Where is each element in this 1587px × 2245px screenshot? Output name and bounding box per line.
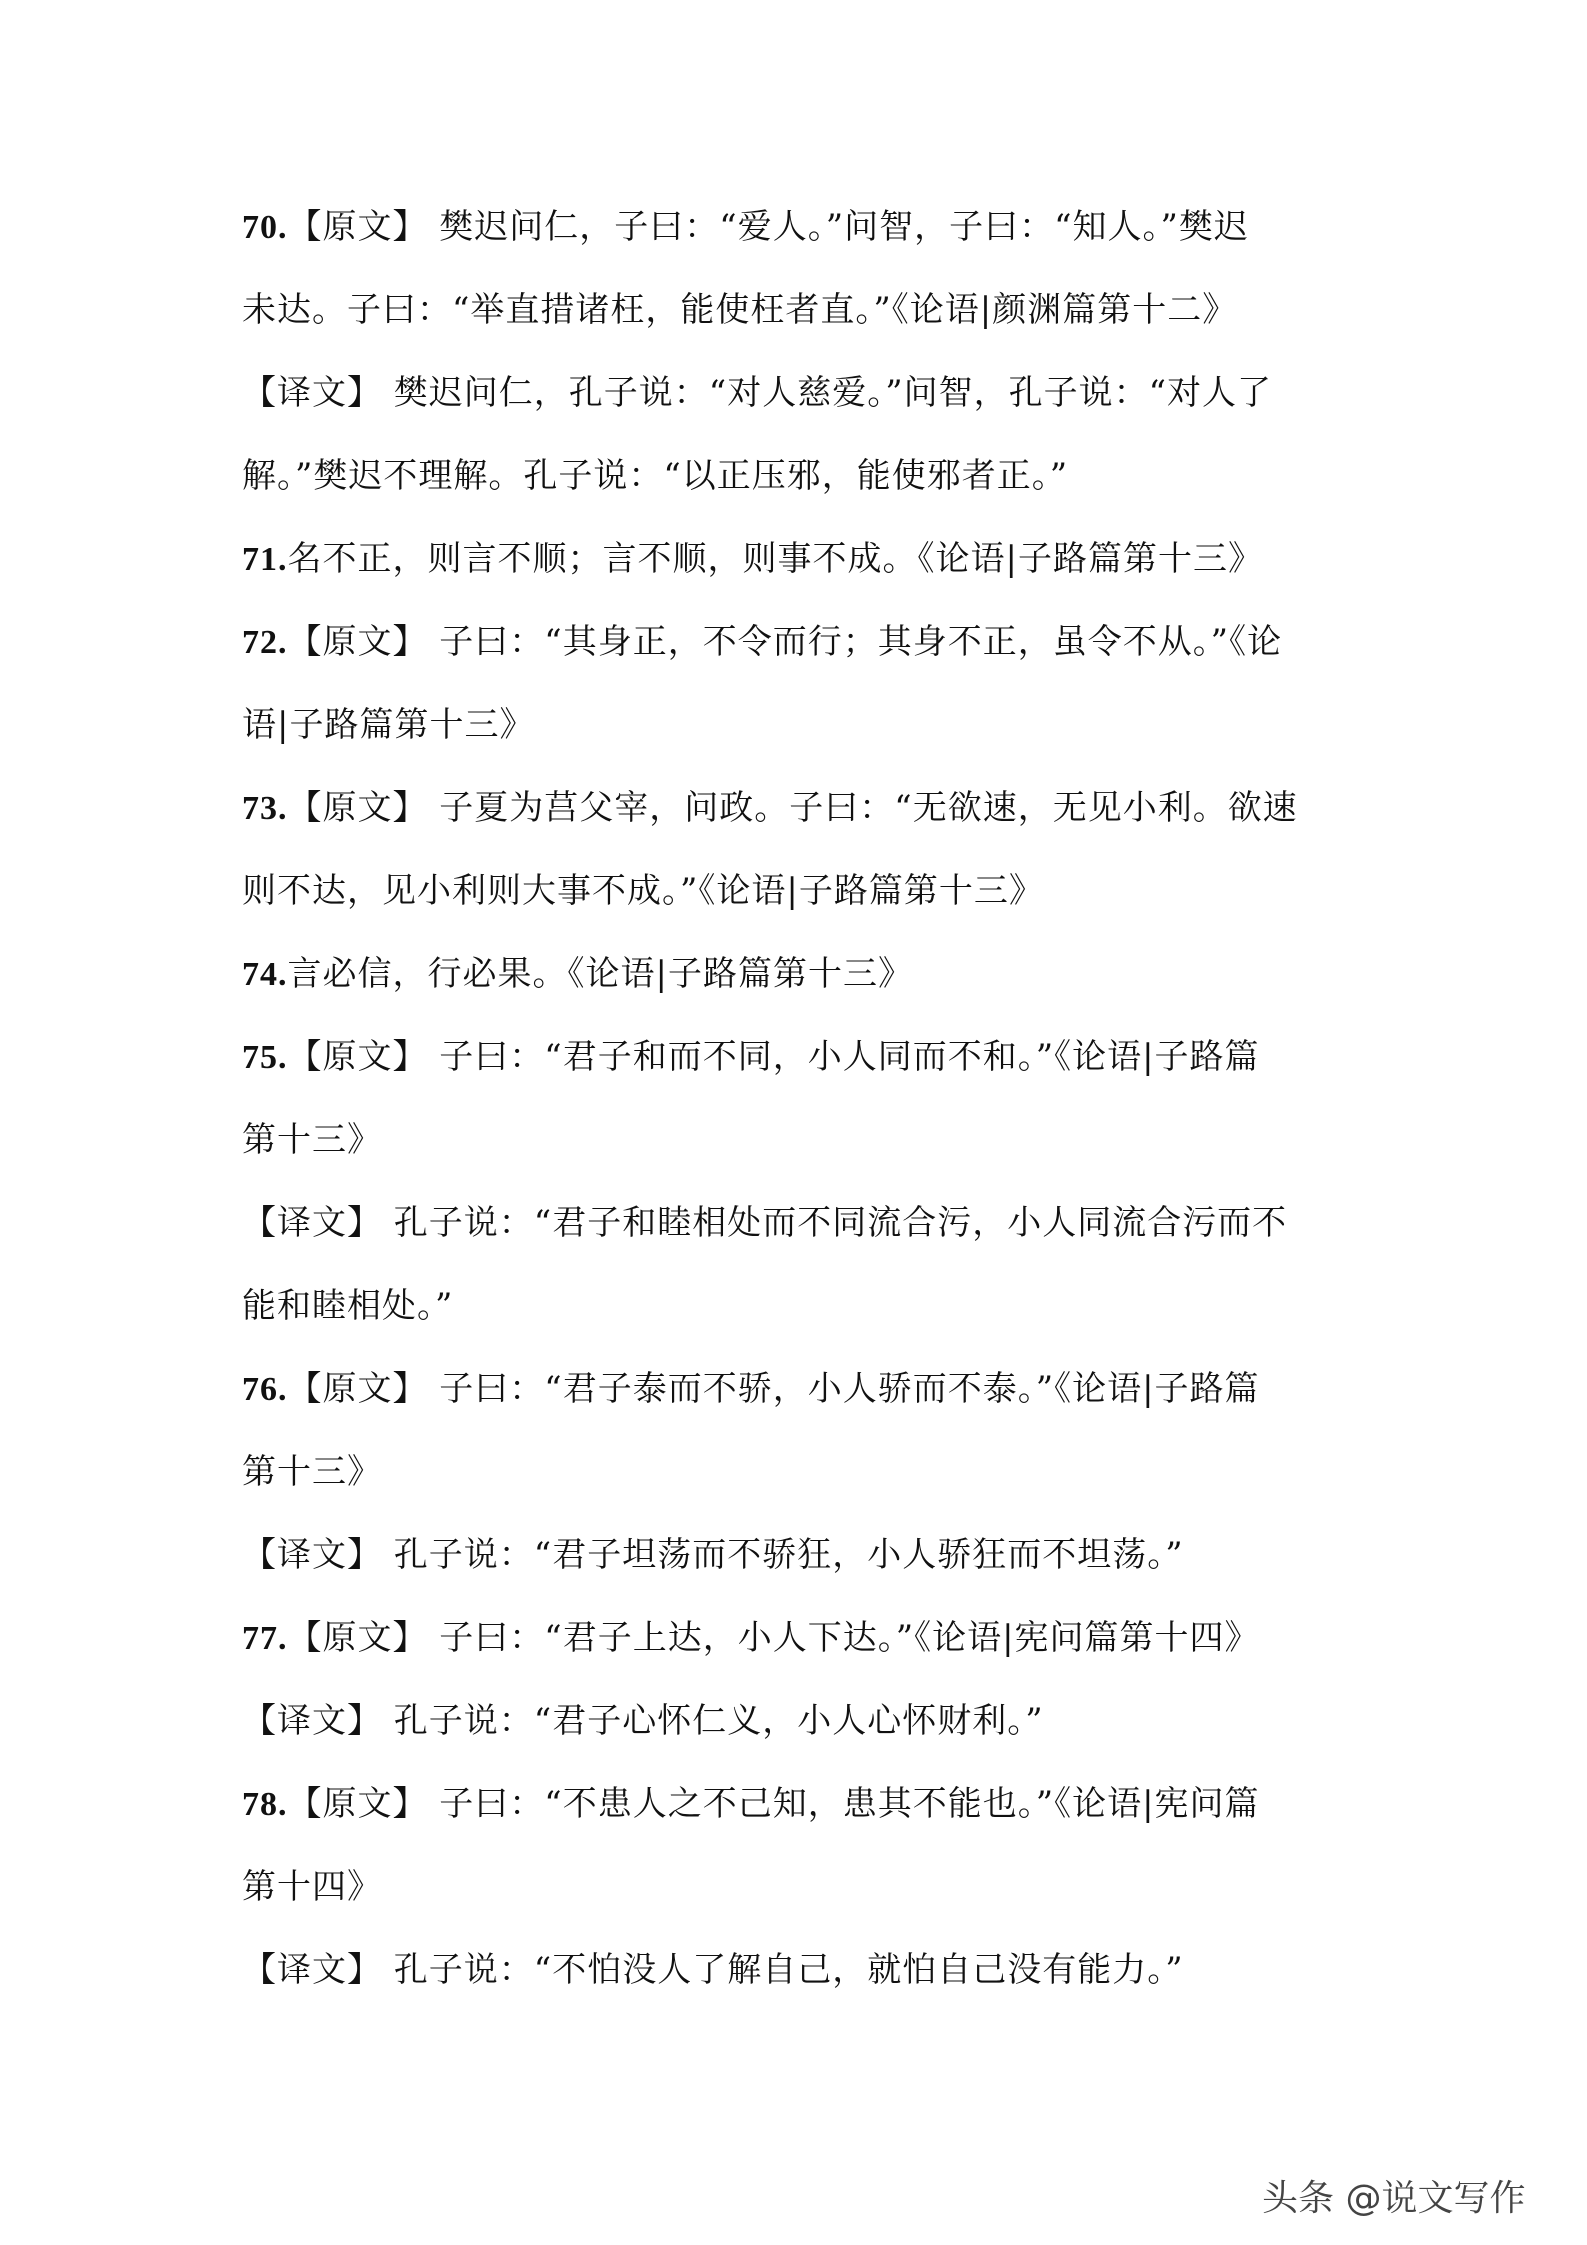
entry-number: 71. — [242, 541, 288, 578]
line-text: 言必信，行必果。《论语|子路篇第十三》 — [287, 954, 913, 994]
line-text: 【译文】 孔子说：“君子坦荡而不骄狂，小人骄狂而不坦荡。” — [242, 1535, 1184, 1575]
text-line — [242, 1453, 1362, 1536]
text-line — [242, 955, 1362, 1038]
text-line — [242, 789, 1362, 872]
entry-number: 72. — [242, 624, 288, 661]
entry-number: 75. — [242, 1039, 288, 1076]
line-text: 未达。子曰：“举直措诸枉，能使枉者直。”《论语|颜渊篇第十二》 — [242, 290, 1238, 330]
line-text: 【原文】 子曰：“君子上达，小人下达。”《论语|宪问篇第十四》 — [287, 1618, 1260, 1658]
text-line — [242, 1619, 1362, 1702]
line-text: 【译文】 孔子说：“不怕没人了解自己，就怕自己没有能力。” — [242, 1950, 1184, 1990]
line-text: 【原文】 子曰：“不患人之不己知，患其不能也。”《论语|宪问篇 — [287, 1784, 1260, 1824]
line-text: 【原文】 子曰：“君子泰而不骄，小人骄而不泰。”《论语|子路篇 — [287, 1369, 1260, 1409]
entry-number: 70. — [242, 209, 288, 246]
line-text: 【原文】 樊迟问仁，子曰：“爱人。”问智，子曰：“知人。”樊迟 — [287, 207, 1249, 247]
line-text: 解。”樊迟不理解。孔子说：“以正压邪，能使邪者正。” — [242, 456, 1069, 496]
line-text: 【译文】 樊迟问仁，孔子说：“对人慈爱。”问智，孔子说：“对人了 — [242, 373, 1272, 413]
text-line — [242, 1121, 1362, 1204]
entry-number: 76. — [242, 1371, 288, 1408]
text-line — [242, 208, 1362, 291]
document-body — [242, 208, 1362, 2034]
entry-number: 78. — [242, 1786, 288, 1823]
line-text: 则不达，见小利则大事不成。”《论语|子路篇第十三》 — [242, 871, 1044, 911]
text-line — [242, 1536, 1362, 1619]
line-text: 能和睦相处。” — [242, 1286, 454, 1326]
text-line — [242, 291, 1362, 374]
text-line — [242, 1038, 1362, 1121]
text-line — [242, 1370, 1362, 1453]
line-text: 【原文】 子曰：“君子和而不同，小人同而不和。”《论语|子路篇 — [287, 1037, 1260, 1077]
line-text: 【原文】 子夏为莒父宰，问政。子曰：“无欲速，无见小利。欲速 — [287, 788, 1298, 828]
text-line — [242, 872, 1362, 955]
line-text: 第十三》 — [242, 1452, 382, 1492]
watermark: 头条 @说文写作 — [1262, 2178, 1526, 2219]
text-line — [242, 374, 1362, 457]
line-text: 【原文】 子曰：“其身正，不令而行；其身不正，虽令不从。”《论 — [287, 622, 1283, 662]
line-text: 【译文】 孔子说：“君子心怀仁义，小人心怀财利。” — [242, 1701, 1044, 1741]
text-line — [242, 1702, 1362, 1785]
line-text: 【译文】 孔子说：“君子和睦相处而不同流合污，小人同流合污而不 — [242, 1203, 1288, 1243]
text-line — [242, 623, 1362, 706]
line-text: 语|子路篇第十三》 — [242, 705, 535, 745]
text-line — [242, 1785, 1362, 1868]
text-line — [242, 1951, 1362, 2034]
entry-number: 77. — [242, 1620, 288, 1657]
entry-number: 73. — [242, 790, 288, 827]
text-line — [242, 1868, 1362, 1951]
line-text: 第十四》 — [242, 1867, 382, 1907]
line-text: 名不正，则言不顺；言不顺，则事不成。《论语|子路篇第十三》 — [287, 539, 1263, 579]
line-text: 第十三》 — [242, 1120, 382, 1160]
text-line — [242, 540, 1362, 623]
entry-number: 74. — [242, 956, 288, 993]
text-line — [242, 706, 1362, 789]
text-line — [242, 457, 1362, 540]
text-line — [242, 1204, 1362, 1287]
text-line — [242, 1287, 1362, 1370]
